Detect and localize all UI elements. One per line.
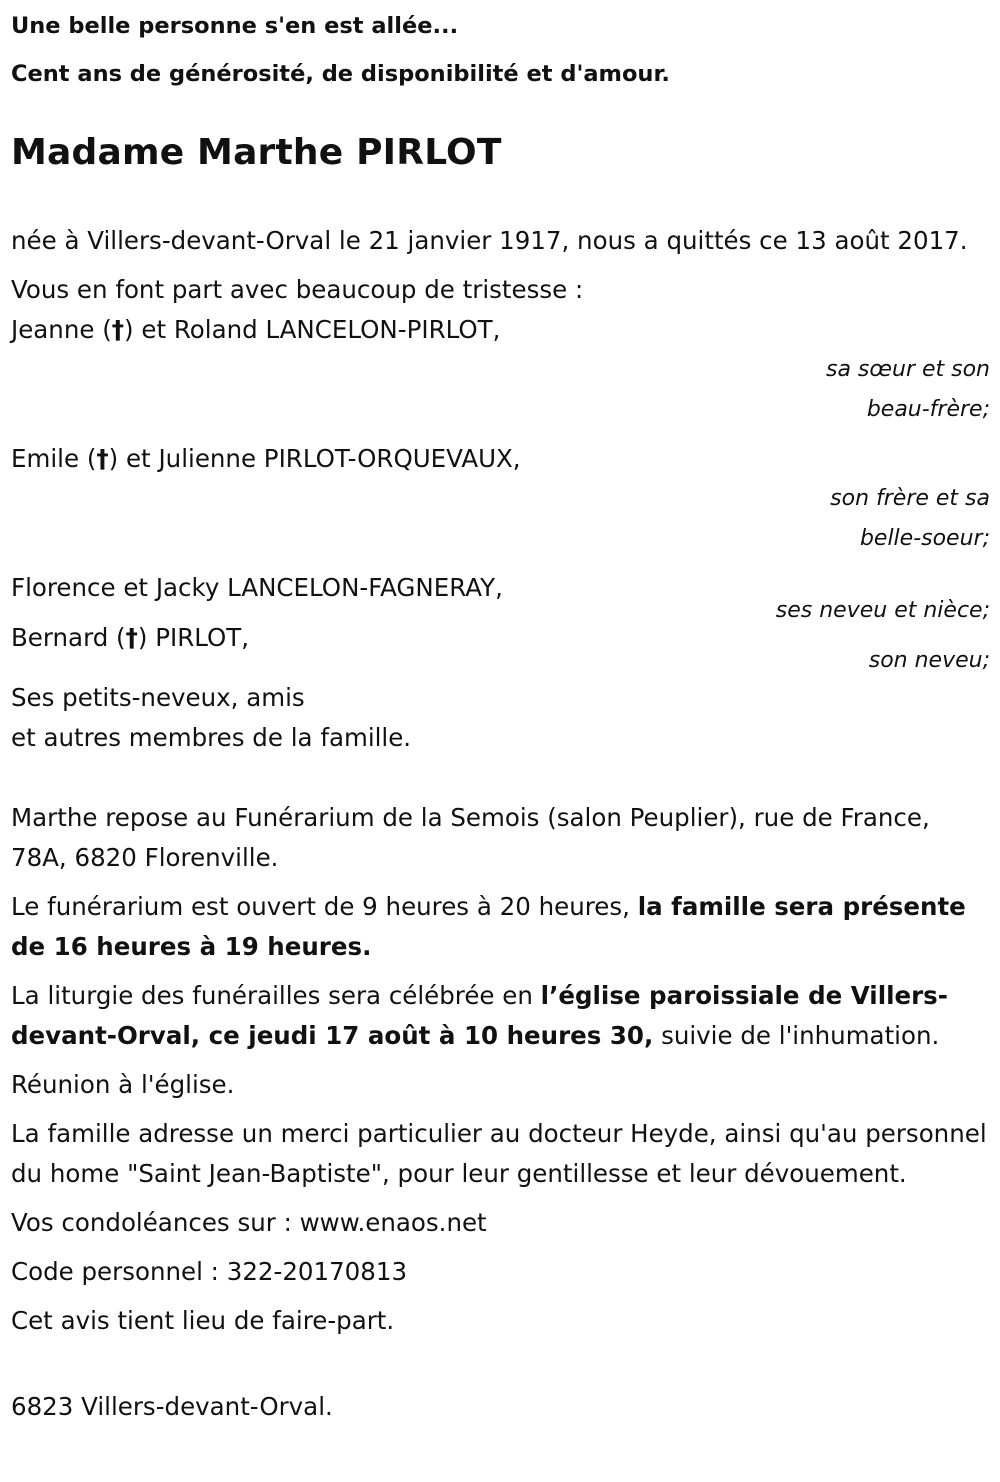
- cross-icon: †: [96, 444, 109, 473]
- family-member-4-after: ) PIRLOT,: [137, 623, 250, 652]
- family-member-2-before: Emile (: [11, 444, 97, 473]
- opening-hours-text: [11, 887, 991, 967]
- intro-line-2: Cent ans de générosité, de disponibilité et d'amour.: [11, 61, 670, 87]
- personal-code-text: Code personnel : 322-20170813: [11, 1257, 408, 1286]
- family-member-2: [11, 439, 991, 479]
- family-member-1: [11, 310, 991, 350]
- faire-part-text: Cet avis tient lieu de faire-part.: [11, 1306, 395, 1335]
- cross-icon: †: [125, 623, 138, 652]
- liturgy-end: suivie de l'inhumation.: [653, 1021, 940, 1050]
- condolences-text: Vos condoléances sur : www.enaos.net: [11, 1208, 487, 1237]
- family-member-2-after: ) et Julienne PIRLOT-ORQUEVAUX,: [108, 444, 521, 473]
- meeting-text: Réunion à l'église.: [11, 1070, 235, 1099]
- cross-icon: †: [111, 315, 125, 344]
- deceased-name-title: Madame Marthe PIRLOT: [11, 132, 502, 173]
- others-line-1: Ses petits-neveux, amis: [11, 683, 305, 712]
- rest-place-text: Marthe repose au Funérarium de la Semois (salon Peuplier), rue de France, 78A, 6820 Florenville.: [11, 803, 930, 872]
- family-member-1-after: ) et Roland LANCELON-PIRLOT,: [124, 315, 501, 344]
- address-text: 6823 Villers-devant-Orval.: [11, 1392, 333, 1421]
- opening-hours-bold: la famille sera présente de 16 heures à 19 heures.: [11, 892, 966, 961]
- family-section: [11, 270, 991, 758]
- family-relation-1: sa sœur et son beau-frère;: [825, 357, 990, 422]
- birth-death-text: née à Villers-devant-Orval le 21 janvier 1917, nous a quittés ce 13 août 2017.: [11, 226, 968, 255]
- liturgy-plain: La liturgie des funérailles sera célébrée en: [11, 981, 541, 1010]
- announce-text: Vous en font part avec beaucoup de tristesse :: [11, 275, 584, 304]
- liturgy-bold: l’église paroissiale de Villers-devant-Orval, ce jeudi 17 août à 10 heures 30,: [11, 981, 948, 1050]
- others-line-2: et autres membres de la famille.: [11, 723, 412, 752]
- family-member-3: Florence et Jacky LANCELON-FAGNERAY,: [11, 573, 503, 602]
- family-member-1-before: Jeanne (: [11, 315, 112, 344]
- family-relation-2: son frère et sa belle-soeur;: [830, 486, 990, 551]
- opening-hours-plain: Le funérarium est ouvert de 9 heures à 20 heures,: [11, 892, 638, 921]
- family-relation-4: son neveu;: [868, 648, 990, 673]
- thanks-text: La famille adresse un merci particulier au docteur Heyde, ainsi qu'au personnel du home "Saint Jean-Baptiste", pour leur gentillesse et leur dévouement.: [11, 1119, 987, 1188]
- liturgy-text: [11, 976, 991, 1056]
- family-member-4-before: Bernard (: [11, 623, 126, 652]
- intro-line-1: Une belle personne s'en est allée...: [11, 13, 459, 39]
- family-relation-3: ses neveu et nièce;: [775, 598, 990, 623]
